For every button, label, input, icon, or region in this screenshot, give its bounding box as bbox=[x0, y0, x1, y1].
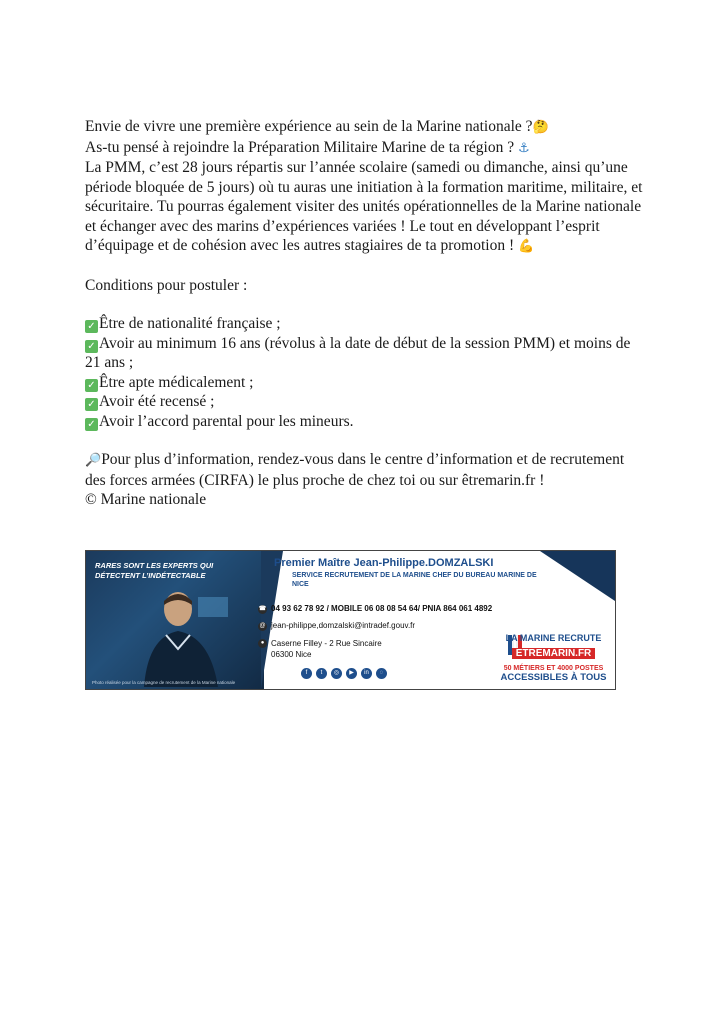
check-mark-icon: ✓ bbox=[85, 398, 98, 411]
recrute-stats: 50 MÉTIERS ET 4000 POSTES bbox=[503, 665, 604, 672]
linkedin-icon[interactable]: in bbox=[361, 668, 372, 679]
etremarin-link[interactable]: ETREMARIN.FR bbox=[512, 648, 596, 659]
facebook-icon[interactable]: f bbox=[301, 668, 312, 679]
condition-item bbox=[85, 334, 645, 373]
check-mark-icon: ✓ bbox=[85, 418, 98, 431]
recrute-tagline: ACCESSIBLES À TOUS bbox=[500, 672, 607, 683]
conditions-heading: Conditions pour postuler : bbox=[85, 276, 248, 294]
address-line-2: 06300 Nice bbox=[271, 650, 312, 659]
flexed-biceps-icon: 💪 bbox=[517, 239, 535, 254]
contact-name: Premier Maître Jean-Philippe.DOMZALSKI bbox=[274, 557, 494, 569]
copyright: © Marine nationale bbox=[85, 491, 207, 508]
body-text bbox=[85, 117, 645, 510]
campaign-tagline bbox=[95, 561, 213, 581]
youtube-icon[interactable]: ▶ bbox=[346, 668, 357, 679]
condition-item bbox=[85, 392, 645, 412]
intro-line-1 bbox=[85, 117, 645, 138]
intro-line-2-text: As-tu pensé à rejoindre la Préparation Militaire Marine de ta région ? bbox=[85, 138, 515, 156]
intro-body-text: La PMM, c’est 28 jours répartis sur l’année scolaire (samedi ou dimanche, ainsi qu’une période bloquée de 5 jours) où tu auras une initiation à la formation maritime, militaire, et sécuritaire. Tu pourras également visiter des unités opérationnelles de la Marine nationale et échanger avec des marins d’expériences variées ! Le tout en développant l’esprit d’équipage et de cohésion avec les autres stagiaires de ta promotion ! bbox=[85, 159, 643, 254]
info-paragraph bbox=[85, 450, 645, 490]
address-line-1: Caserne Filley - 2 Rue Sincaire bbox=[271, 639, 382, 648]
thinking-face-icon: 🤔 bbox=[532, 120, 549, 135]
anchor-icon: ⚓ bbox=[517, 140, 530, 156]
condition-item bbox=[85, 373, 645, 393]
check-mark-icon: ✓ bbox=[85, 340, 98, 353]
banner-wedge bbox=[261, 551, 283, 689]
twitter-icon[interactable]: t bbox=[316, 668, 327, 679]
instagram-icon[interactable]: ◎ bbox=[331, 668, 342, 679]
condition-item bbox=[85, 412, 645, 432]
location-pin-icon: ● bbox=[258, 639, 267, 648]
intro-body bbox=[85, 158, 645, 257]
signature-banner bbox=[85, 550, 616, 690]
info-text: Pour plus d’information, rendez-vous dans le centre d’information et de recrutement des forces armées (CIRFA) le plus proche de chez toi ou sur êtremarin.fr ! bbox=[85, 451, 625, 489]
campaign-tagline-line-2: DÉTECTENT L’INDÉTECTABLE bbox=[95, 571, 206, 580]
banner-corner bbox=[540, 551, 615, 601]
recrute-title: LA MARINE RECRUTE bbox=[505, 633, 602, 643]
recrute-block bbox=[496, 633, 611, 683]
condition-item bbox=[85, 314, 645, 334]
contact-service: SERVICE RECRUTEMENT DE LA MARINE CHEF DU BUREAU MARINE DE NICE bbox=[292, 572, 537, 588]
intro-line-1-text: Envie de vivre une première expérience au sein de la Marine nationale ? bbox=[85, 118, 533, 135]
condition-text: Être de nationalité française ; bbox=[99, 315, 281, 332]
email-icon: @ bbox=[259, 623, 266, 629]
campaign-tagline-line-1: RARES SONT LES EXPERTS QUI bbox=[95, 561, 214, 570]
condition-text: Avoir l’accord parental pour les mineurs. bbox=[99, 412, 354, 430]
social-links bbox=[301, 668, 387, 679]
intro-line-2 bbox=[85, 138, 645, 159]
contact-phone bbox=[258, 604, 492, 614]
sailor-illustration bbox=[138, 587, 233, 687]
contact-address bbox=[258, 638, 382, 660]
email-text: jean-philippe,domzalski@intradef.gouv.fr bbox=[271, 621, 416, 630]
condition-text: Avoir été recensé ; bbox=[99, 393, 215, 410]
check-mark-icon: ✓ bbox=[85, 320, 98, 333]
magnifying-glass-icon: 🔎 bbox=[85, 453, 102, 468]
condition-text: Être apte médicalement ; bbox=[99, 373, 254, 391]
address-text bbox=[271, 638, 382, 660]
phone-icon: ☎ bbox=[258, 606, 267, 612]
snapchat-icon[interactable]: ◌ bbox=[376, 668, 387, 679]
phone-text: 04 93 62 78 92 / MOBILE 06 08 08 54 64/ PNIA 864 061 4892 bbox=[271, 604, 493, 613]
condition-text: Avoir au minimum 16 ans (révolus à la date de début de la session PMM) et moins de 21 ans ; bbox=[85, 334, 631, 371]
campaign-photo bbox=[86, 551, 264, 689]
contact-email[interactable] bbox=[258, 621, 415, 631]
photo-caption: Photo réalisée pour la campagne de recrutement de la Marine nationale bbox=[92, 680, 236, 685]
check-mark-icon: ✓ bbox=[85, 379, 98, 392]
